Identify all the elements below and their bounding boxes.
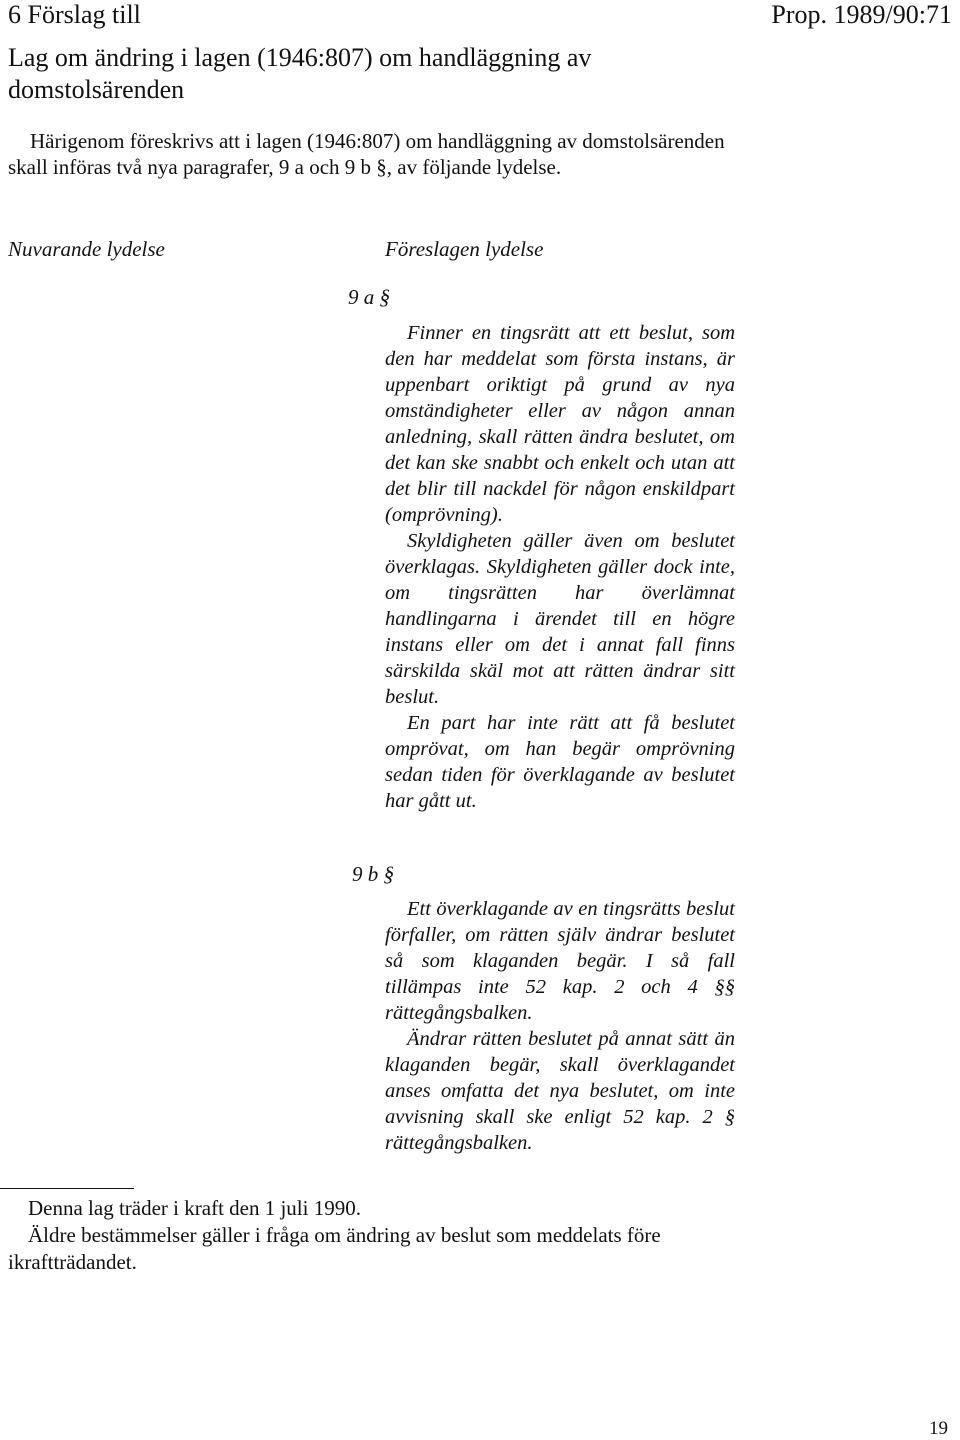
paragraph-body-9b [385, 896, 735, 1156]
law-title: Lag om ändring i lagen (1946:807) om handläggning av domstolsärenden [8, 43, 592, 104]
footnote-line-1: Denna lag träder i kraft den 1 juli 1990. [28, 1196, 361, 1220]
paragraph-9b-text-2: Ändrar rätten beslutet på annat sätt än klaganden begär, skall överklagandet anses omfatta det nya beslutet, om inte avvisning skall ske enligt 52 kap. 2 § rättegångsbalken. [385, 1028, 735, 1154]
column-label-proposed: Föreslagen lydelse [385, 237, 544, 261]
column-label-current: Nuvarande lydelse [8, 237, 165, 261]
footnote-divider [0, 1188, 134, 1189]
paragraph-9b-text-1: Ett överklagande av en tingsrätts beslut förfaller, om rätten själv ändrar beslutet så som klaganden begär. I så fall tillämpas inte 52 kap. 2 och 4 §§ rättegångsbalken. [385, 898, 735, 1024]
paragraph-label-9b: 9 b § [352, 862, 394, 886]
paragraph-9a-text-3: En part har inte rätt att få beslutet omprövat, om han begär omprövning sedan tiden för överklagande av beslutet har gått ut. [385, 712, 735, 812]
page-number: 19 [929, 1418, 948, 1439]
paragraph-9a-text-2: Skyldigheten gäller även om beslutet överklagas. Skyldigheten gäller dock inte, om tingsrätten har överlämnat handlingarna i ärendet till en högre instans eller om det i annat fall finns särskilda skäl mot att rätten ändrar sitt beslut. [385, 530, 735, 708]
intro-paragraph: Härigenom föreskrivs att i lagen (1946:807) om handläggning av domstolsärenden skall införas två nya paragrafer, 9 a och 9 b §, av följande lydelse. [8, 129, 725, 179]
footnote [8, 1195, 738, 1276]
proposition-reference: Prop. 1989/90:71 [771, 0, 952, 29]
footnote-line-2: Äldre bestämmelser gäller i fråga om ändring av beslut som meddelats före ikraftträdandet. [8, 1223, 661, 1274]
paragraph-body-9a [385, 320, 735, 814]
paragraph-9a-text-1: Finner en tingsrätt att ett beslut, som den har meddelat som första instans, är uppenbart oriktigt på grund av nya omständigheter eller av någon annan anledning, skall rätten ändra beslutet, om det kan ske snabbt och enkelt och utan att det blir till nackdel för någon enskildpart (omprövning). [385, 322, 735, 526]
section-heading: 6 Förslag till [8, 0, 141, 29]
paragraph-label-9a: 9 a § [348, 285, 390, 309]
